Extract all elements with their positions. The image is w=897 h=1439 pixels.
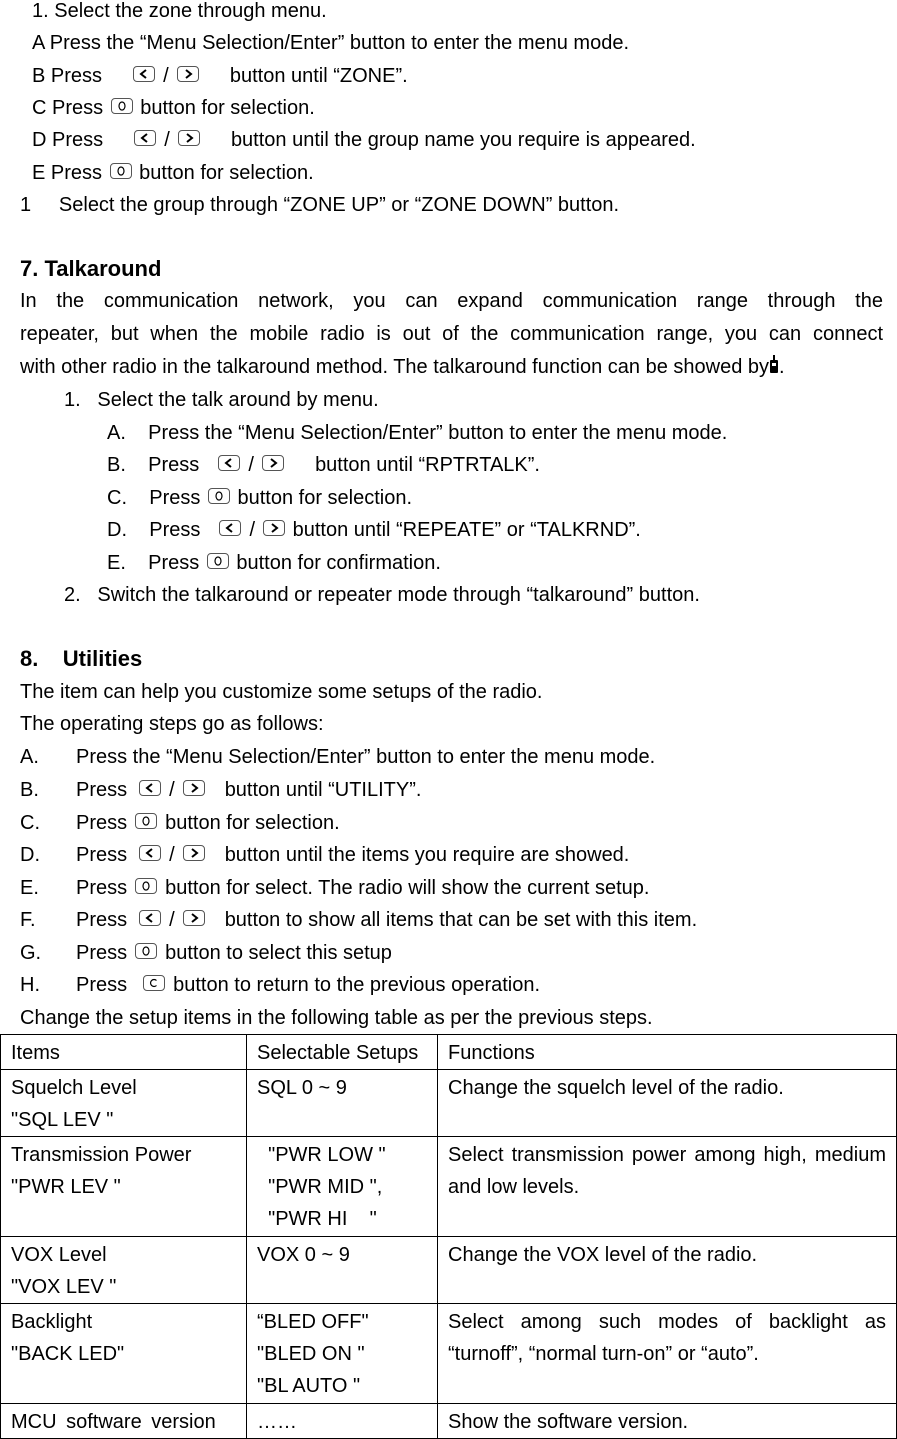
cell-line: MCU software version: [11, 1411, 216, 1433]
step-text: button until the group name you require is appeared.: [230, 129, 696, 151]
table-row: [1, 1070, 897, 1137]
left-arrow-button-icon: [219, 520, 241, 536]
step-label: E Press: [32, 162, 103, 184]
step-label: Press: [76, 942, 128, 964]
cell-line: "PWR LEV ": [11, 1176, 121, 1198]
talkaround-para-line-2: repeater, but when the mobile radio is out of the communication range, you can connect: [20, 323, 883, 345]
step-text: button for selection.: [165, 812, 340, 834]
cell-line: Transmission Power: [11, 1144, 192, 1166]
table-row: [1, 1237, 897, 1304]
right-arrow-button-icon: [178, 130, 200, 146]
step-letter: H.: [20, 974, 40, 996]
cell-setups: [247, 1304, 438, 1404]
step-label: Press: [76, 844, 128, 866]
ok-button-icon: [135, 943, 157, 959]
zone-step-d: D Press / button until the group name you require is appeared.: [32, 129, 696, 151]
step-label: D Press: [32, 129, 104, 151]
step-text: button until “RPTRTALK”.: [315, 454, 540, 476]
step-label: C Press: [32, 97, 104, 119]
step-text: button for selection.: [237, 487, 413, 509]
talkaround-para-line-3: with other radio in the talkaround method. The talkaround function can be showed by .: [20, 356, 785, 378]
right-arrow-button-icon: [183, 910, 205, 926]
cell-setups: [247, 1404, 438, 1439]
utilities-step-a: [20, 745, 655, 769]
talkaround-step-b: B. Press / button until “RPTRTALK”.: [107, 454, 540, 476]
header-items: Items: [1, 1035, 247, 1070]
table-header-row: [1, 1035, 897, 1070]
zone-step-a: A Press the “Menu Selection/Enter” button to enter the menu mode.: [32, 32, 630, 54]
cell-line: "BLED ON ": [257, 1343, 365, 1365]
cell-line: Squelch Level: [11, 1077, 137, 1099]
step-text: button for selection.: [140, 97, 315, 119]
utilities-outro: Change the setup items in the following table as per the previous steps.: [20, 1007, 653, 1029]
step-text: button for selection.: [139, 162, 314, 184]
cell-item: [1, 1137, 247, 1237]
cell-line: "VOX LEV ": [11, 1276, 117, 1298]
step-text: button for select. The radio will show the current setup.: [165, 877, 650, 899]
cell-line: "PWR MID ",: [257, 1176, 383, 1198]
header-selectable-setups: Selectable Setups: [247, 1035, 438, 1070]
cell-line: SQL 0 ~ 9: [257, 1077, 347, 1099]
talkaround-step-c: [107, 486, 412, 510]
ok-button-icon: [207, 553, 229, 569]
utility-settings-table: [0, 1034, 897, 1439]
utilities-heading: 8. Utilities: [20, 646, 143, 671]
ok-button-icon: [135, 878, 157, 894]
step-label: Press: [76, 812, 128, 834]
step-label: Press: [76, 779, 128, 801]
ok-button-icon: [208, 488, 230, 504]
step-text: button for confirmation.: [236, 552, 441, 574]
step-letter: B.: [20, 779, 39, 801]
cell-line: VOX 0 ~ 9: [257, 1244, 350, 1266]
step-text: button until “ZONE”.: [229, 65, 408, 87]
cell-setups: [247, 1070, 438, 1137]
utilities-step-b: B. Press / button until “UTILITY”.: [20, 779, 422, 801]
cell-function: Show the software version.: [438, 1404, 897, 1439]
step-label: B Press: [32, 65, 103, 87]
left-arrow-button-icon: [139, 910, 161, 926]
table-row: [1, 1404, 897, 1439]
table-row: [1, 1137, 897, 1237]
cell-line: "PWR LOW ": [257, 1144, 386, 1166]
cell-setups: [247, 1137, 438, 1237]
cell-item: [1, 1237, 247, 1304]
left-arrow-button-icon: [133, 66, 155, 82]
talkaround-step-e: [107, 551, 441, 575]
table-row: [1, 1304, 897, 1404]
step-text: button until the items you require are showed.: [224, 844, 630, 866]
step-text: button until “UTILITY”.: [224, 779, 422, 801]
utilities-step-g: [20, 941, 392, 965]
step-text: button to return to the previous operation.: [173, 974, 541, 996]
utilities-step-c: [20, 811, 340, 835]
step-label: Press: [76, 877, 128, 899]
left-arrow-button-icon: [139, 845, 161, 861]
step-label: Press the “Menu Selection/Enter” button to enter the menu mode.: [76, 746, 656, 768]
step-label: Press: [76, 909, 128, 931]
zone-step-1: 1. Select the zone through menu.: [32, 0, 327, 22]
cell-line: "SQL LEV ": [11, 1109, 114, 1131]
ok-button-icon: [110, 163, 132, 179]
cancel-button-icon: [143, 975, 165, 991]
utilities-intro-1: The item can help you customize some setups of the radio.: [20, 681, 543, 703]
step-label: E. Press: [107, 552, 200, 574]
cell-line: "BACK LED": [11, 1343, 125, 1365]
right-arrow-button-icon: [183, 845, 205, 861]
cell-setups: [247, 1237, 438, 1304]
cell-line: "PWR HI ": [257, 1208, 377, 1230]
utilities-step-d: D. Press / button until the items you require are showed.: [20, 844, 630, 866]
utilities-intro-2: The operating steps go as follows:: [20, 713, 324, 735]
step-text: button to select this setup: [165, 942, 392, 964]
cell-line: "BL AUTO ": [257, 1375, 361, 1397]
talkaround-step-1: 1. Select the talk around by menu.: [64, 389, 379, 411]
step-text: button to show all items that can be set with this item.: [224, 909, 698, 931]
para-text: with other radio in the talkaround method. The talkaround function can be showed by: [20, 356, 769, 378]
talkaround-step-d: D. Press / button until “REPEATE” or “TALKRND”.: [107, 519, 641, 541]
step-label: D. Press: [107, 519, 201, 541]
utilities-step-h: [20, 973, 540, 997]
right-arrow-button-icon: [262, 455, 284, 471]
cell-function: Select transmission power among high, medium and low levels.: [438, 1137, 897, 1237]
cell-line: Backlight: [11, 1311, 93, 1333]
left-arrow-button-icon: [218, 455, 240, 471]
cell-function: Change the squelch level of the radio.: [438, 1070, 897, 1137]
right-arrow-button-icon: [183, 780, 205, 796]
cell-line: ……: [257, 1411, 297, 1433]
ok-button-icon: [135, 813, 157, 829]
utilities-step-e: [20, 876, 649, 900]
step-letter: D.: [20, 844, 40, 866]
cell-item: [1, 1304, 247, 1404]
left-arrow-button-icon: [134, 130, 156, 146]
step-label: B. Press: [107, 454, 200, 476]
cell-function: Select among such modes of backlight as “turnoff”, “normal turn-on” or “auto”.: [438, 1304, 897, 1404]
zone-step-c: [32, 96, 315, 120]
cell-function: Change the VOX level of the radio.: [438, 1237, 897, 1304]
talkaround-para-line-1: In the communication network, you can expand communication range through the: [20, 290, 883, 312]
right-arrow-button-icon: [263, 520, 285, 536]
step-label: C. Press: [107, 487, 201, 509]
right-arrow-button-icon: [177, 66, 199, 82]
zone-step-e: [32, 161, 314, 185]
step-label: Press: [76, 974, 128, 996]
step-letter: E.: [20, 877, 39, 899]
cell-item: [1, 1404, 247, 1439]
step-text: button until “REPEATE” or “TALKRND”.: [292, 519, 641, 541]
ok-button-icon: [111, 98, 133, 114]
talkaround-step-a: A. Press the “Menu Selection/Enter” button to enter the menu mode.: [107, 422, 728, 444]
zone-step-2: 1 Select the group through “ZONE UP” or “ZONE DOWN” button.: [20, 194, 620, 216]
cell-item: [1, 1070, 247, 1137]
cell-line: “BLED OFF": [257, 1311, 369, 1333]
step-letter: C.: [20, 812, 40, 834]
talkaround-radio-icon: [769, 355, 779, 373]
zone-step-b: B Press / button until “ZONE”.: [32, 65, 408, 87]
left-arrow-button-icon: [139, 780, 161, 796]
step-letter: F.: [20, 909, 36, 931]
header-functions: Functions: [438, 1035, 897, 1070]
step-letter: G.: [20, 942, 42, 964]
talkaround-heading: 7. Talkaround: [20, 256, 162, 281]
step-letter: A.: [20, 746, 39, 768]
utilities-step-f: F. Press / button to show all items that can be set with this item.: [20, 909, 698, 931]
cell-line: VOX Level: [11, 1244, 107, 1266]
talkaround-step-2: 2. Switch the talkaround or repeater mode through “talkaround” button.: [64, 584, 700, 606]
